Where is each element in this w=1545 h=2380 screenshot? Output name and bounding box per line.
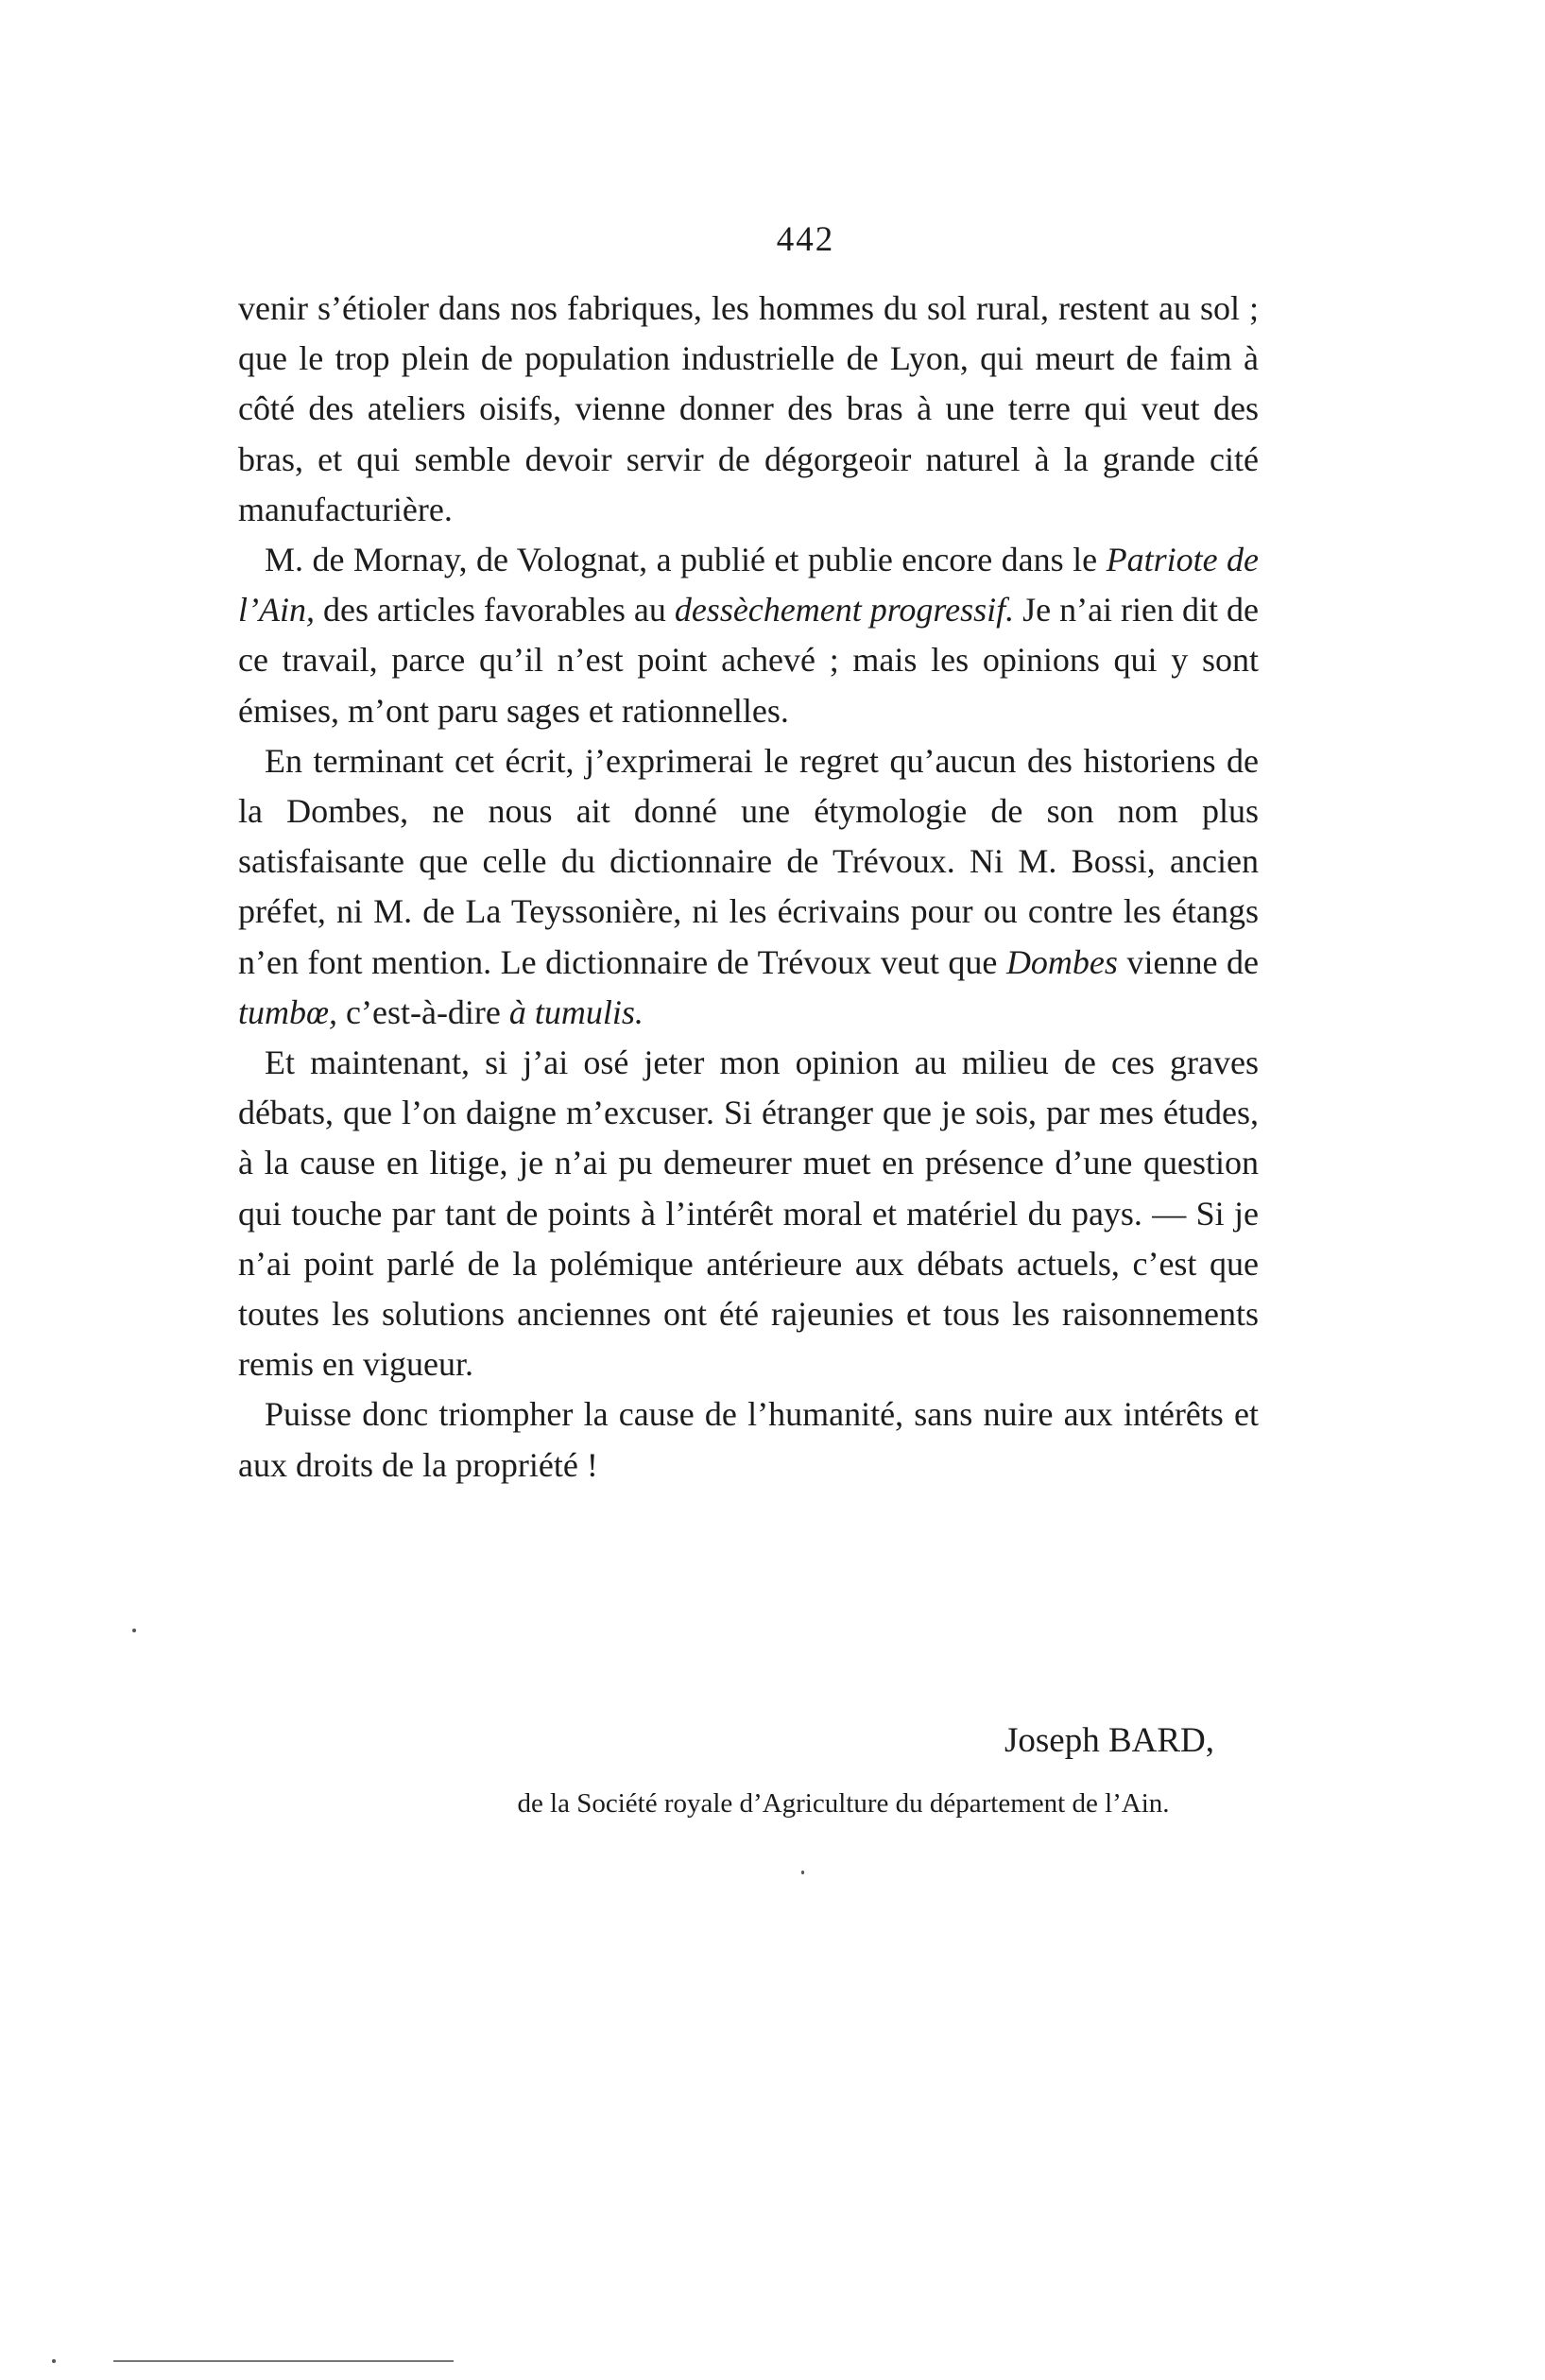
body-text <box>238 284 1259 1491</box>
text-span: c’est-à-dire <box>337 992 509 1031</box>
text-span: M. de Mornay, de Volognat, a publié et publie encore dans le <box>265 541 1107 579</box>
paragraph-continuation: venir s’étioler dans nos fabriques, les hommes du sol rural, restent au sol ; que le trop plein de population industrielle de Lyon, qui meurt de faim à côté des ateliers oisifs, vienne donner des bras à une terre qui veut des bras, et qui semble devoir servir de dégorgeoir naturel à la grande cité manufacturière. <box>238 289 1259 528</box>
paragraph-etymology <box>238 736 1259 1038</box>
text-span: vienne de <box>1117 942 1259 981</box>
emphasized-term: Dombes <box>1005 942 1118 981</box>
page-number: 442 <box>776 220 835 259</box>
journal-title: Patriote de l’Ain, <box>238 541 1259 629</box>
stray-mark <box>801 1871 804 1874</box>
page-edge-line <box>113 2360 454 2362</box>
text-span: des articles favorables au <box>314 591 675 629</box>
author-affiliation: de la Société royale d’Agriculture du département de l’Ain. <box>517 1788 1170 1819</box>
author-signature: Joseph BARD, <box>1004 1721 1214 1760</box>
latin-term: à tumulis. <box>508 992 644 1031</box>
paragraph-conclusion: Et maintenant, si j’ai osé jeter mon opinion au milieu de ces graves débats, que l’on daigne m’excuser. Si étranger que je sois, par mes études, à la cause en litige, je n’ai pu demeurer muet en présence d’une question qui touche par tant de points à l’intérêt moral et matériel du pays. — Si je n’ai point parlé de la polémique antérieure aux débats actuels, c’est que toutes les solutions anciennes ont été rajeunies et tous les raisonnements remis en vigueur. <box>238 1043 1259 1384</box>
text-span: Je n’ai rien dit de ce travail, parce qu’il n’est point achevé ; mais les opinions qui y sont émises, m’ont paru sages et rationnelles. <box>238 591 1260 730</box>
paragraph-mornay <box>238 535 1259 736</box>
stray-mark <box>52 2359 56 2363</box>
text-span: En terminant cet écrit, j’exprimerai le regret qu’aucun des historiens de la Dombes, ne nous ait donné une étymologie de son nom plus satisfaisante que celle du dictionnaire de Trévoux. Ni M. Bossi, ancien préfet, ni M. de La Teyssonière, ni les écrivains pour ou contre les étangs n’en font mention. Le dictionnaire de Trévoux veut que <box>238 741 1259 981</box>
paragraph-closing-wish: Puisse donc triompher la cause de l’humanité, sans nuire aux intérêts et aux droits de la propriété ! <box>238 1395 1259 1484</box>
emphasized-term: dessèchement progressif. <box>674 591 1015 629</box>
latin-term: tumbœ, <box>238 992 338 1031</box>
stray-mark <box>132 1629 136 1632</box>
